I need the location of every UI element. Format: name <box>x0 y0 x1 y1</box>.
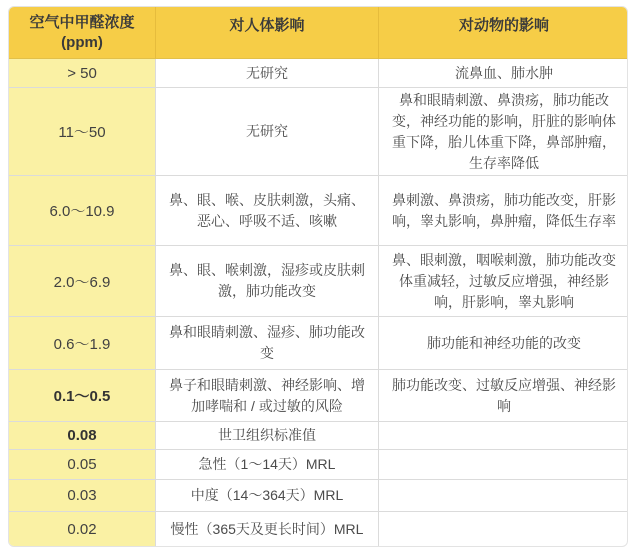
human-effect-cell: 急性（1～14天）MRL <box>156 450 379 480</box>
header-animal-effects-label: 对动物的影响 <box>458 17 549 34</box>
header-row <box>9 7 627 59</box>
human-effect-cell: 鼻子和眼睛刺激、神经影响、增加哮喘和 / 或过敏的风险 <box>156 370 379 422</box>
animal-effect-cell: 鼻刺激、鼻溃疡，肺功能改变，肝影响，睾丸影响，鼻肿瘤，降低生存率 <box>379 176 628 246</box>
animal-effect-cell <box>379 512 628 546</box>
animal-effect-cell <box>379 422 628 450</box>
human-effect-cell: 慢性（365天及更长时间）MRL <box>156 512 379 546</box>
human-effect-cell: 世卫组织标准值 <box>156 422 379 450</box>
human-effect-cell: 无研究 <box>156 88 379 176</box>
table-row <box>9 512 627 546</box>
table-row <box>9 246 627 317</box>
header-cell-human-effects <box>156 7 379 59</box>
animal-effect-cell: 肺功能改变、过敏反应增强、神经影响 <box>379 370 628 422</box>
header-cell-concentration <box>9 7 156 59</box>
table-row <box>9 422 627 450</box>
table-row <box>9 59 627 88</box>
header-cell-animal-effects <box>379 7 628 59</box>
table-row <box>9 480 627 512</box>
header-human-effects-label: 对人体影响 <box>229 17 305 34</box>
animal-effect-cell <box>379 450 628 480</box>
concentration-cell: 0.08 <box>9 422 156 450</box>
concentration-cell: > 50 <box>9 59 156 88</box>
concentration-cell: 2.0～6.9 <box>9 246 156 317</box>
table-row <box>9 88 627 176</box>
concentration-cell: 0.03 <box>9 480 156 512</box>
human-effect-cell: 无研究 <box>156 59 379 88</box>
human-effect-cell: 鼻、眼、喉刺激，湿疹或皮肤刺激，肺功能改变 <box>156 246 379 317</box>
animal-effect-cell: 肺功能和神经功能的改变 <box>379 317 628 370</box>
animal-effect-cell: 流鼻血、肺水肿 <box>379 59 628 88</box>
concentration-cell: 11～50 <box>9 88 156 176</box>
table-row <box>9 370 627 422</box>
formaldehyde-effects-table <box>8 6 628 547</box>
table-row <box>9 176 627 246</box>
header-concentration-line2: (ppm) <box>61 33 103 51</box>
concentration-cell: 0.6～1.9 <box>9 317 156 370</box>
animal-effect-cell: 鼻、眼刺激，咽喉刺激，肺功能改变体重减轻，过敏反应增强，神经影响，肝影响，睾丸影响 <box>379 246 628 317</box>
animal-effect-cell: 鼻和眼睛刺激、鼻溃疡，肺功能改变，神经功能的影响，肝脏的影响体重下降，胎儿体重下降，鼻部肿瘤，生存率降低 <box>379 88 628 176</box>
animal-effect-cell <box>379 480 628 512</box>
concentration-cell: 6.0～10.9 <box>9 176 156 246</box>
table-row <box>9 317 627 370</box>
human-effect-cell: 鼻、眼、喉、皮肤刺激，头痛、恶心、呼吸不适、咳嗽 <box>156 176 379 246</box>
concentration-cell: 0.1～0.5 <box>9 370 156 422</box>
human-effect-cell: 鼻和眼睛刺激、湿疹、肺功能改变 <box>156 317 379 370</box>
concentration-cell: 0.05 <box>9 450 156 480</box>
concentration-cell: 0.02 <box>9 512 156 546</box>
human-effect-cell: 中度（14～364天）MRL <box>156 480 379 512</box>
table-row <box>9 450 627 480</box>
header-concentration-line1: 空气中甲醛浓度 <box>29 13 135 31</box>
